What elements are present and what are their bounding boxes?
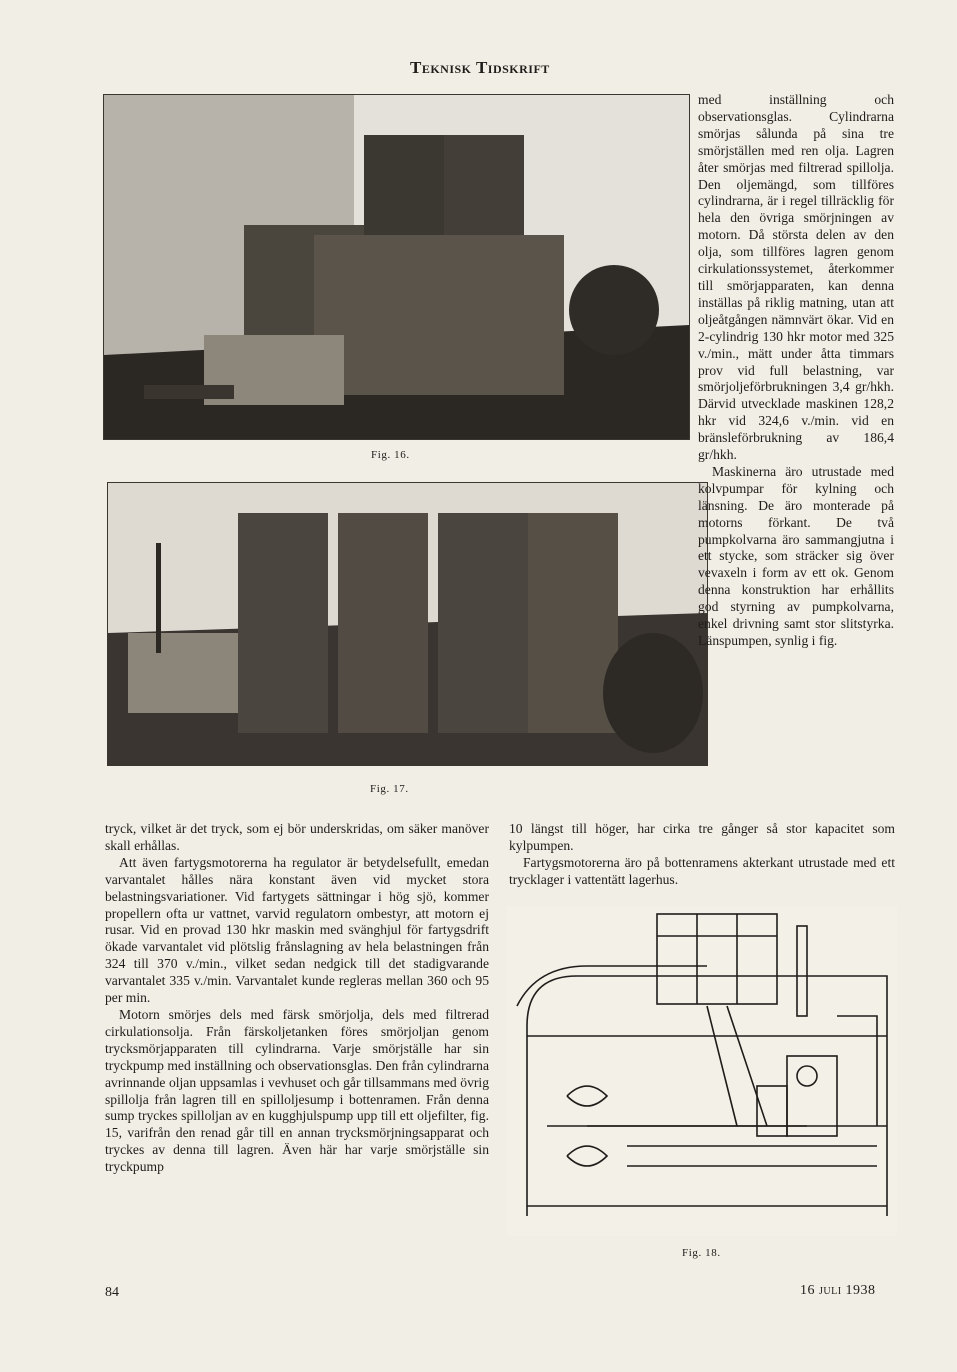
wide-paragraph-1: 10 längst till höger, har cirka tre gånger så stor kapacitet som kylpumpen. [509,821,895,853]
fig-16-photo [103,94,690,440]
journal-masthead: Teknisk Tidskrift [410,58,550,77]
left-paragraph-2: Att även fartygsmotorerna ha regulator är betydelsefullt, emedan varvantalet hålles nära konstant även vid mycket stora belastningsvariationer. Vid fartygets sättningar i hög sjö, kommer propellern ofta ur vattnet, varvid regulatorn ombestyr, att motorn ej rusar. Vid en provad 130 hkr maskin med svänghjul för fartygsdrift ökade varvantalet vid plötslig frånslagning av hela belastningen från 324 till 370 v./min., vilket sedan nedgick till det stadigvarande varvantalet 335 v./min. Varvantalet kunde regleras mellan 360 och 95 per min. [105,854,489,1006]
wide-paragraph-2: Fartygsmotorerna äro på bottenramens akterkant utrustade med ett trycklager i vattentätt lagerhus. [509,855,895,887]
engine-photo-16 [104,95,689,439]
page-number: 84 [105,1285,119,1300]
fig-18-drawing [507,906,897,1236]
left-paragraph-1: tryck, vilket är det tryck, som ej bör underskridas, om säker manöver skall erhållas. [105,821,489,853]
engine-photo-17 [108,483,707,765]
right-column [698,92,894,650]
issue-date: 16 juli 1938 [800,1283,876,1298]
fig-18-caption: Fig. 18. [682,1247,721,1259]
boat-section-diagram [507,906,897,1236]
right-paragraph-2: Maskinerna äro utrustade med kolvpumpar för kylning och länsning. De äro monterade på motorns förkant. De två pumpkolvarna äro sammangjutna i ett stycke, som sträcker sig över vevaxeln i form av ett ok. Genom denna konstruktion har erhållits god styrning av pumpkolvarna, enkel drivning samt stor slitstyrka. Länspumpen, synlig i fig. [698,463,894,648]
right-paragraph-1: med inställning och observationsglas. Cylindrarna smörjas sålunda på sina tre smörjställen med ren olja. Lagren åter smörjas med filtrerad spillolja. Den oljemängd, som tillföres cylindrarna, är i regel tillräcklig för hela den övriga smörjningen av motorn. Då största delen av den olja, som tillföres lagren genom cirkulationssystemet, återkommer till smörjapparaten, kan denna inställas på riklig matning, utan att oljeåtgången nämnvärt ökar. Vid en 2-cylindrig 130 hkr motor med 325 v./min., mätt under åtta timmars prov vid full belastning, var smörjoljeförbrukningen 3,4 gr/hkh. Därvid utvecklade maskinen 128,2 hkr vid 324,6 v./min. vid en bränsleförbrukning av 186,4 gr/hkh. [698,92,894,463]
fig-16-caption: Fig. 16. [371,449,410,461]
left-paragraph-3: Motorn smörjes dels med färsk smörjolja, dels med filtrerad cirkulationsolja. Från färskoljetanken föres smörjoljan genom trycksmörjapparaten till cylindrarna. Varje smörjställe har sin tryckpump med inställning och observationsglas. Den från cylindrarna avrinnande oljan uppsamlas i vevhuset och går tillsammans med övrig spillolja från lagren till en spilloljesump i bottenramen. Från denna sump tryckes spilloljan av en kugghjulspump upp till ett oljefilter, fig. 15, varifrån den renad går till en annan trycksmörjningsapparat och tryckes av denna till lagren. Även här har varje smörjställe sin tryckpump [105,1006,489,1175]
fig-17-caption: Fig. 17. [370,783,409,795]
left-column [105,821,489,1176]
right-wide-block [509,820,895,888]
fig-17-photo [107,482,708,766]
